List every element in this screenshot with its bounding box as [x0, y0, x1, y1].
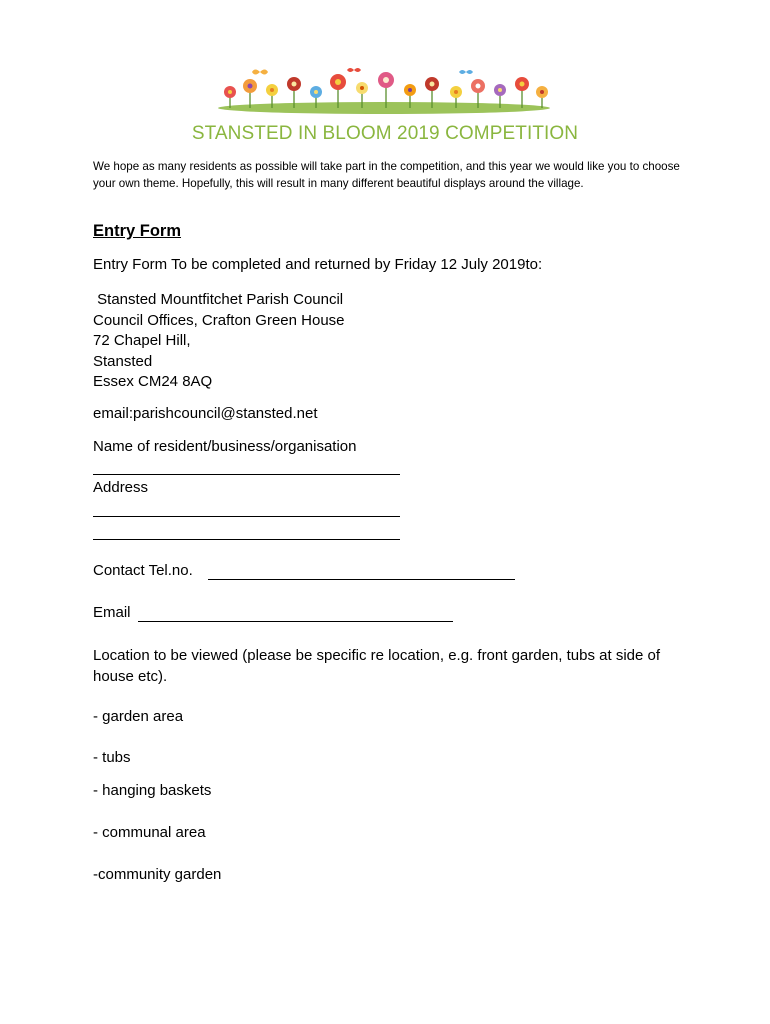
form-heading: Entry Form — [93, 222, 182, 240]
address-field-line-2[interactable] — [93, 539, 400, 540]
option-tubs: - tubs — [93, 749, 131, 766]
tel-field[interactable] — [208, 579, 515, 580]
email-field-label: Email — [93, 604, 131, 621]
return-instruction: Entry Form To be completed and returned by Friday 12 July 2019to: — [93, 256, 543, 273]
email-field[interactable] — [138, 621, 453, 622]
contact-email: email:parishcouncil@stansted.net — [93, 405, 318, 422]
address-field-label: Address — [93, 479, 149, 496]
page-title: STANSTED IN BLOOM 2019 COMPETITION — [191, 123, 579, 144]
address-line: Council Offices, Crafton Green House — [93, 311, 345, 329]
tel-field-label: Contact Tel.no. — [93, 562, 193, 579]
address-line: Stansted Mountfitchet Parish Council — [93, 291, 344, 308]
address-line: 72 Chapel Hill, — [93, 332, 191, 350]
name-field-label: Name of resident/business/organisation — [93, 438, 357, 455]
address-field-line-1[interactable] — [93, 516, 400, 517]
location-prompt: Location to be viewed (please be specific re location, e.g. front garden, tubs at side of house etc). — [93, 647, 661, 685]
address-line: Essex CM24 8AQ — [93, 373, 213, 391]
option-hanging-baskets: - hanging baskets — [93, 782, 212, 799]
postal-address — [93, 290, 345, 393]
option-community-garden: -community garden — [93, 866, 222, 883]
name-field[interactable] — [93, 474, 400, 475]
flower-banner-icon — [216, 66, 552, 114]
option-communal-area: - communal area — [93, 824, 206, 841]
intro-paragraph: We hope as many residents as possible will take part in the competition, and this year we would like you to choose your own theme. Hopefully, this will result in many different beautiful displays around the village. — [93, 160, 680, 190]
option-garden-area: - garden area — [93, 708, 184, 725]
address-line: Stansted — [93, 352, 153, 370]
